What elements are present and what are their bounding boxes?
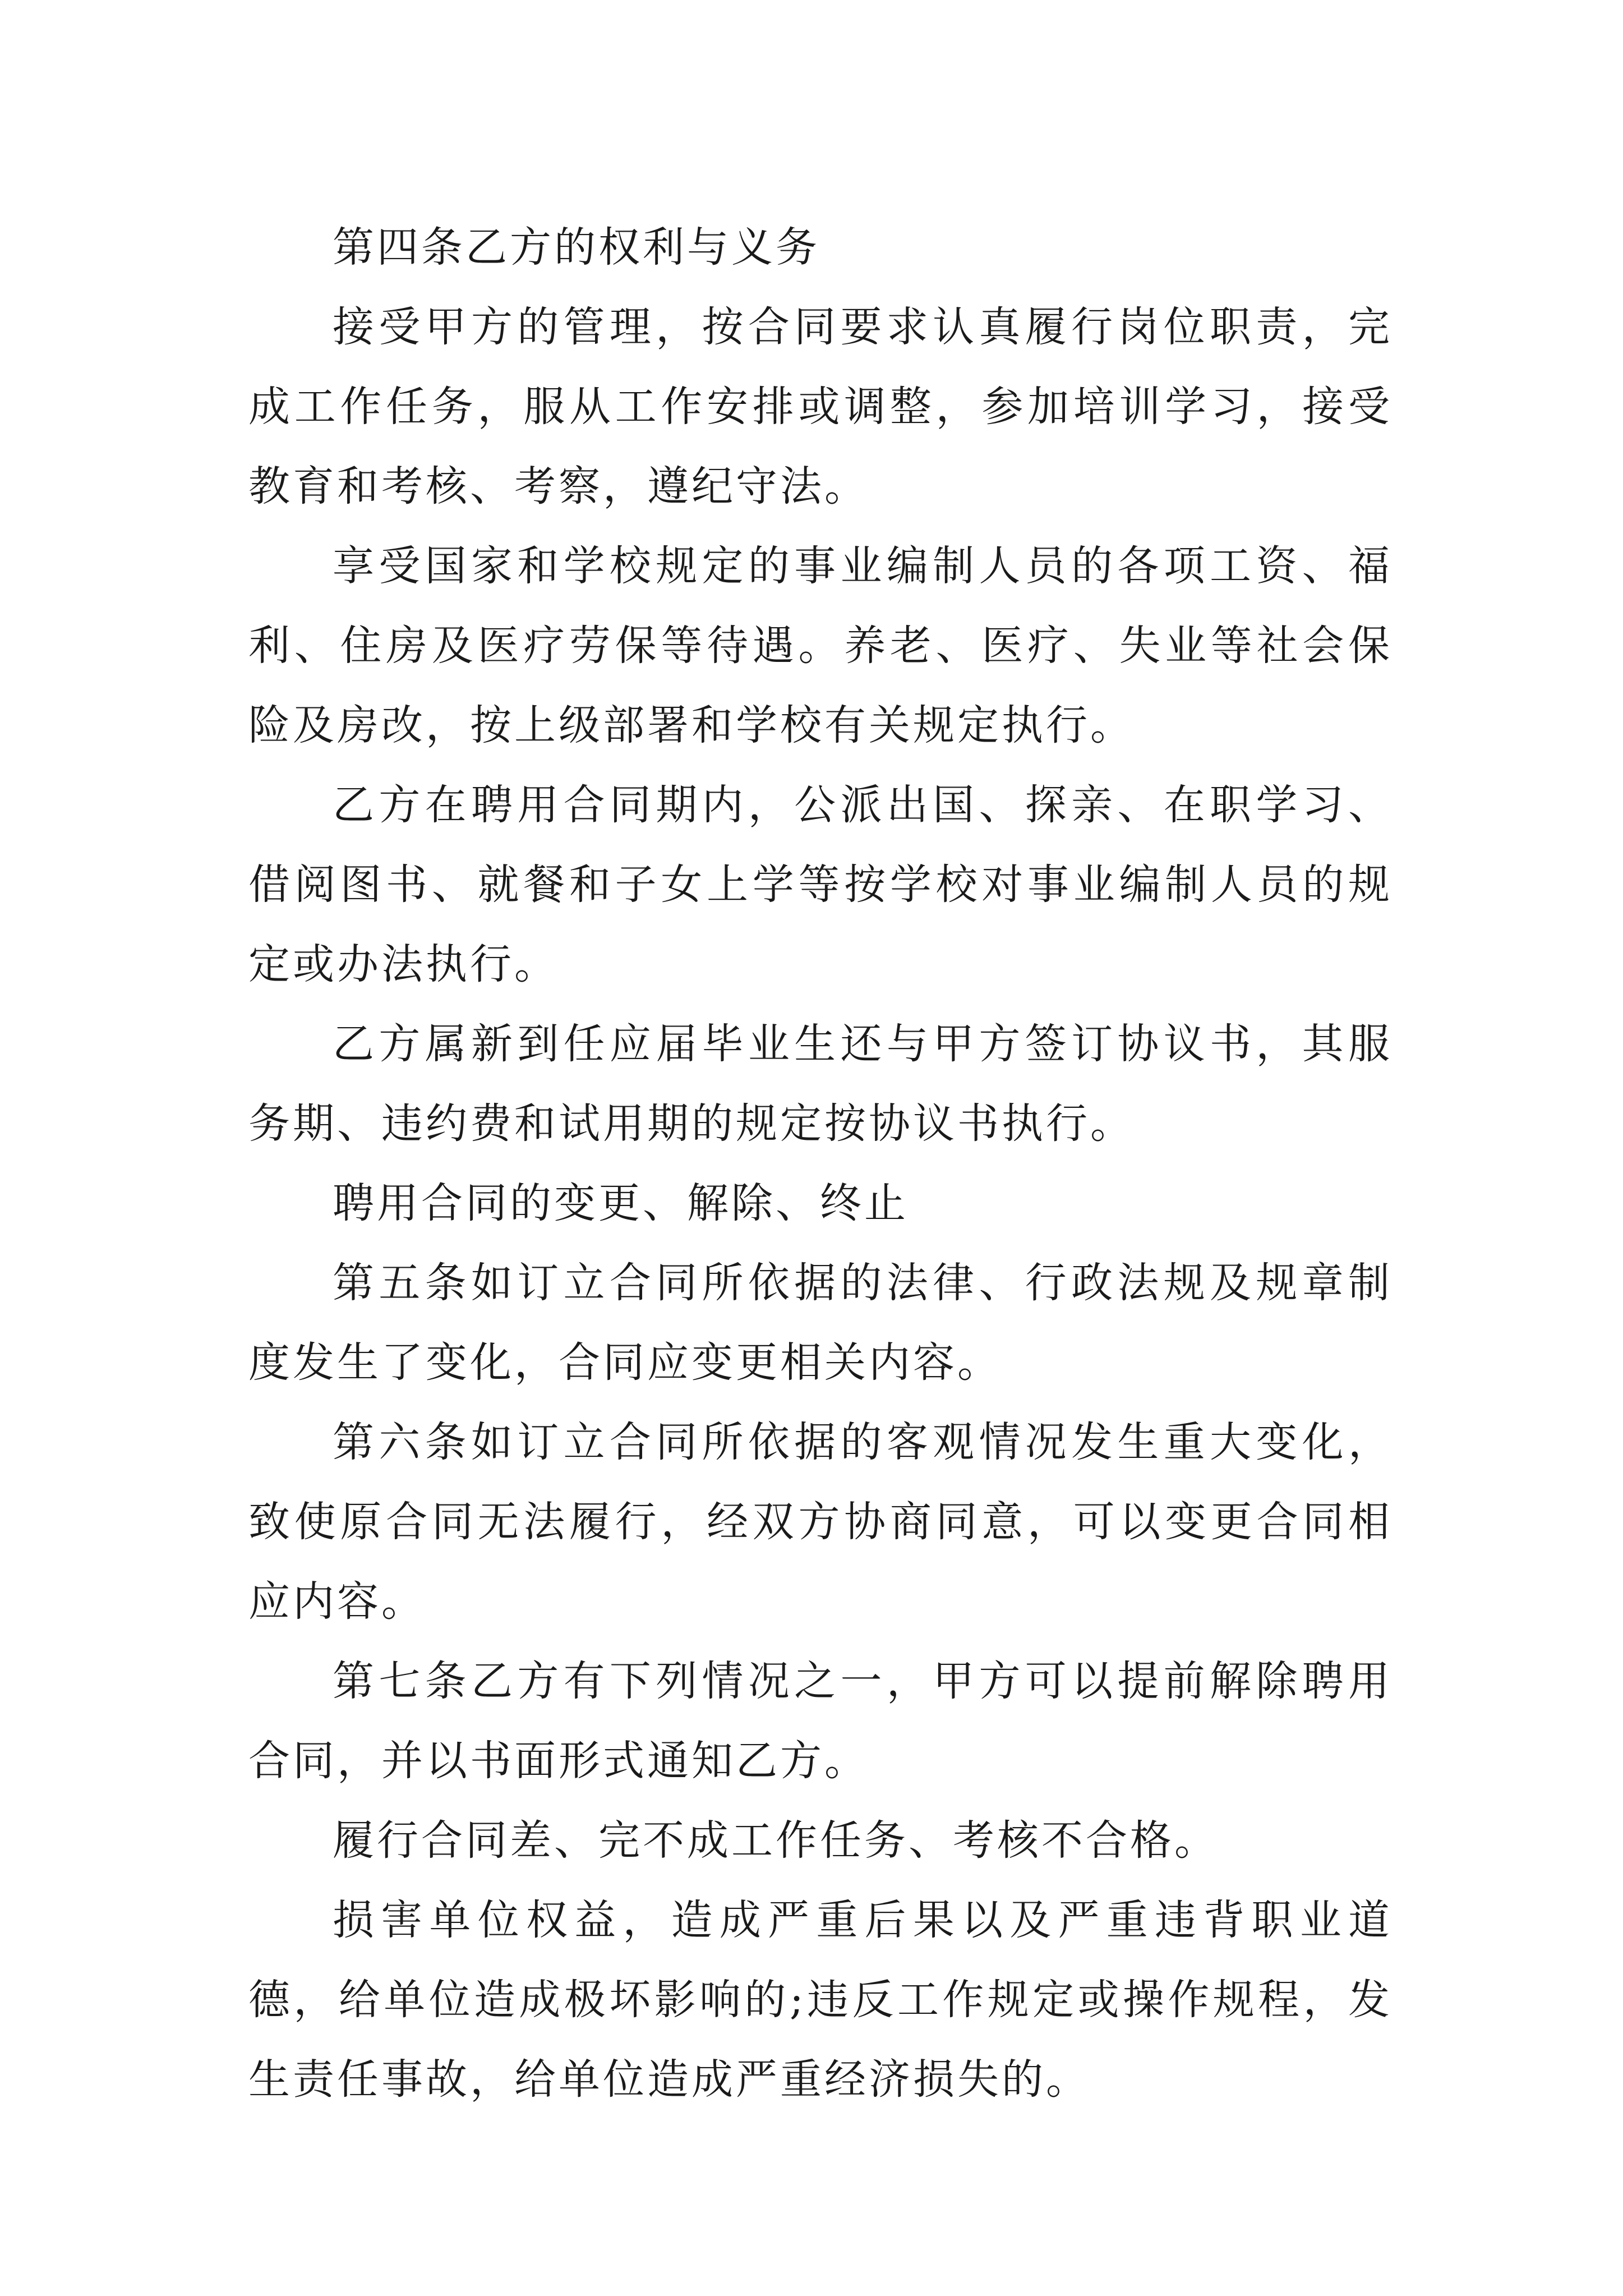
paragraph-graduates: 乙方属新到任应届毕业生还与甲方签订协议书，其服务期、违约费和试用期的规定按协议书执行。 xyxy=(248,1020,1393,1148)
paragraph-damage: 损害单位权益，造成严重后果以及严重违背职业道德，给单位造成极坏影响的;违反工作规定或操作规程，发生责任事故，给单位造成严重经济损失的。 xyxy=(248,1896,1393,2104)
section-heading-contract-changes: 聘用合同的变更、解除、终止 xyxy=(333,1179,909,1227)
paragraph-article-5: 第五条如订立合同所依据的法律、行政法规及规章制度发生了变化，合同应变更相关内容。 xyxy=(248,1259,1393,1387)
paragraph-article-6: 第六条如订立合同所依据的客观情况发生重大变化，致使原合同无法履行，经双方协商同意，可以变更合同相应内容。 xyxy=(248,1418,1393,1626)
document-body xyxy=(248,208,1393,2119)
paragraph-poor-performance: 履行合同差、完不成工作任务、考核不合格。 xyxy=(333,1816,1219,1865)
paragraph-article-7: 第七条乙方有下列情况之一，甲方可以提前解除聘用合同，并以书面形式通知乙方。 xyxy=(248,1657,1393,1785)
paragraph-benefits: 享受国家和学校规定的事业编制人员的各项工资、福利、住房及医疗劳保等待遇。养老、医疗、失业等社会保险及房改，按上级部署和学校有关规定执行。 xyxy=(248,542,1393,749)
paragraph-duties: 接受甲方的管理，按合同要求认真履行岗位职责，完成工作任务，服从工作安排或调整，参加培训学习，接受教育和考核、考察，遵纪守法。 xyxy=(248,303,1393,510)
paragraph-travel-study: 乙方在聘用合同期内，公派出国、探亲、在职学习、借阅图书、就餐和子女上学等按学校对事业编制人员的规定或办法执行。 xyxy=(248,781,1393,988)
section-heading-article-4: 第四条乙方的权利与义务 xyxy=(333,223,820,272)
